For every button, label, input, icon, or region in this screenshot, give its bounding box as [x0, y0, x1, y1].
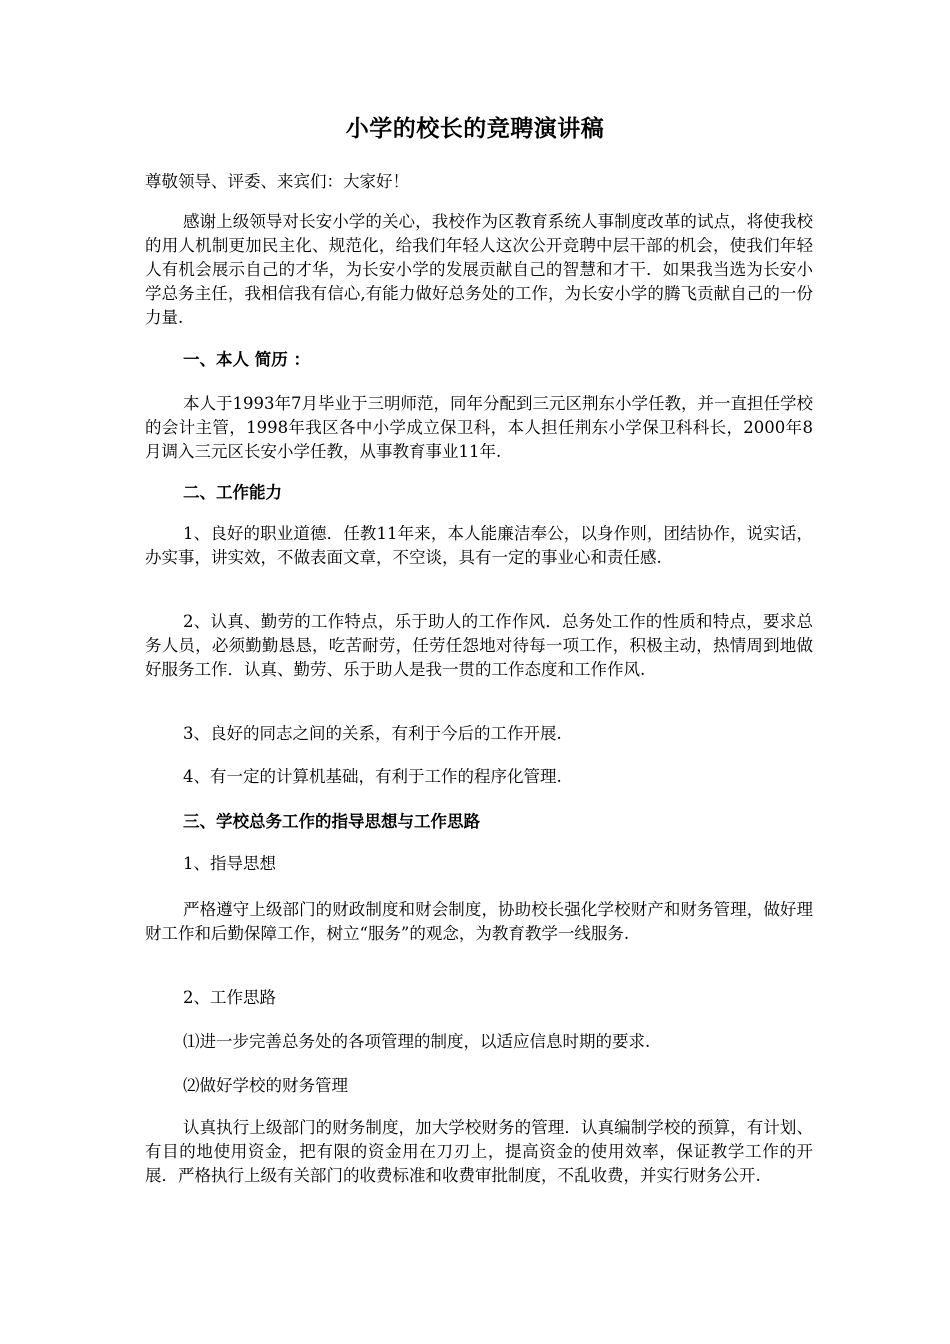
ability-item-4: 4、有一定的计算机基础，有利于工作的程序化管理.: [183, 767, 562, 786]
resume-paragraph: 本人于1993年7月毕业于三明师范，同年分配到三元区荆东小学任教，并一直担任学校的会计主管，1998年我区各中小学成立保卫科，本人担任荆东小学保卫科科长，2000年8月调入三元区长安小学任教，从事教育事业11年.: [145, 394, 813, 461]
section-heading-resume: 一、本人 简历 ：: [183, 350, 310, 369]
work-idea-1: ⑴进一步完善总务处的各项管理的制度，以适应信息时期的要求.: [183, 1032, 651, 1051]
intro-paragraph: 感谢上级领导对长安小学的关心，我校作为区教育系统人事制度改革的试点，将使我校的用人机制更加民主化、规范化，给我们年轻人这次公开竞聘中层干部的机会，使我们年轻人有机会展示自己的才华，为长安小学的发展贡献自己的智慧和才干．如果我当选为长安小学总务主任，我相信我有信心,有能力做好总务处的工作，为长安小学的腾飞贡献自己的一份力量.: [145, 212, 813, 327]
document-title: 小学的校长的竞聘演讲稿: [345, 115, 605, 142]
ability-item-1: 1、良好的职业道德．任教11年来，本人能廉洁奉公，以身作则，团结协作，说实话，办实事，讲实效，不做表面文章，不空谈，具有一定的事业心和责任感.: [145, 524, 813, 567]
ability-item-3: 3、良好的同志之间的关系，有利于今后的工作开展.: [183, 724, 562, 743]
work-ideas-label: 2、工作思路: [183, 988, 276, 1007]
ability-item-2: 2、认真、勤劳的工作特点，乐于助人的工作作风．总务处工作的性质和特点，要求总务人员，必须勤勤恳恳，吃苦耐劳，任劳任怨地对待每一项工作，积极主动，热情周到地做好服务工作．认真、勤劳、乐于助人是我一贯的工作态度和工作作风.: [145, 612, 813, 679]
finance-paragraph: 认真执行上级部门的财务制度，加大学校财务的管理．认真编制学校的预算，有计划、有目的地使用资金，把有限的资金用在刀刃上，提高资金的使用效率，保证教学工作的开展．严格执行上级有关部门的收费标准和收费审批制度，不乱收费，并实行财务公开.: [145, 1118, 813, 1185]
guiding-thought-label: 1、指导思想: [183, 854, 276, 873]
section-heading-guidance: 三、学校总务工作的指导思想与工作思路: [183, 812, 480, 831]
greeting: 尊敬领导、评委、来宾们：大家好！: [145, 172, 409, 191]
guiding-thought-paragraph: 严格遵守上级部门的财政制度和财会制度，协助校长强化学校财产和财务管理，做好理财工作和后勤保障工作，树立“服务”的观念，为教育教学一线服务.: [145, 900, 813, 943]
work-idea-2: ⑵做好学校的财务管理: [183, 1076, 348, 1095]
section-heading-ability: 二、工作能力: [183, 483, 282, 502]
